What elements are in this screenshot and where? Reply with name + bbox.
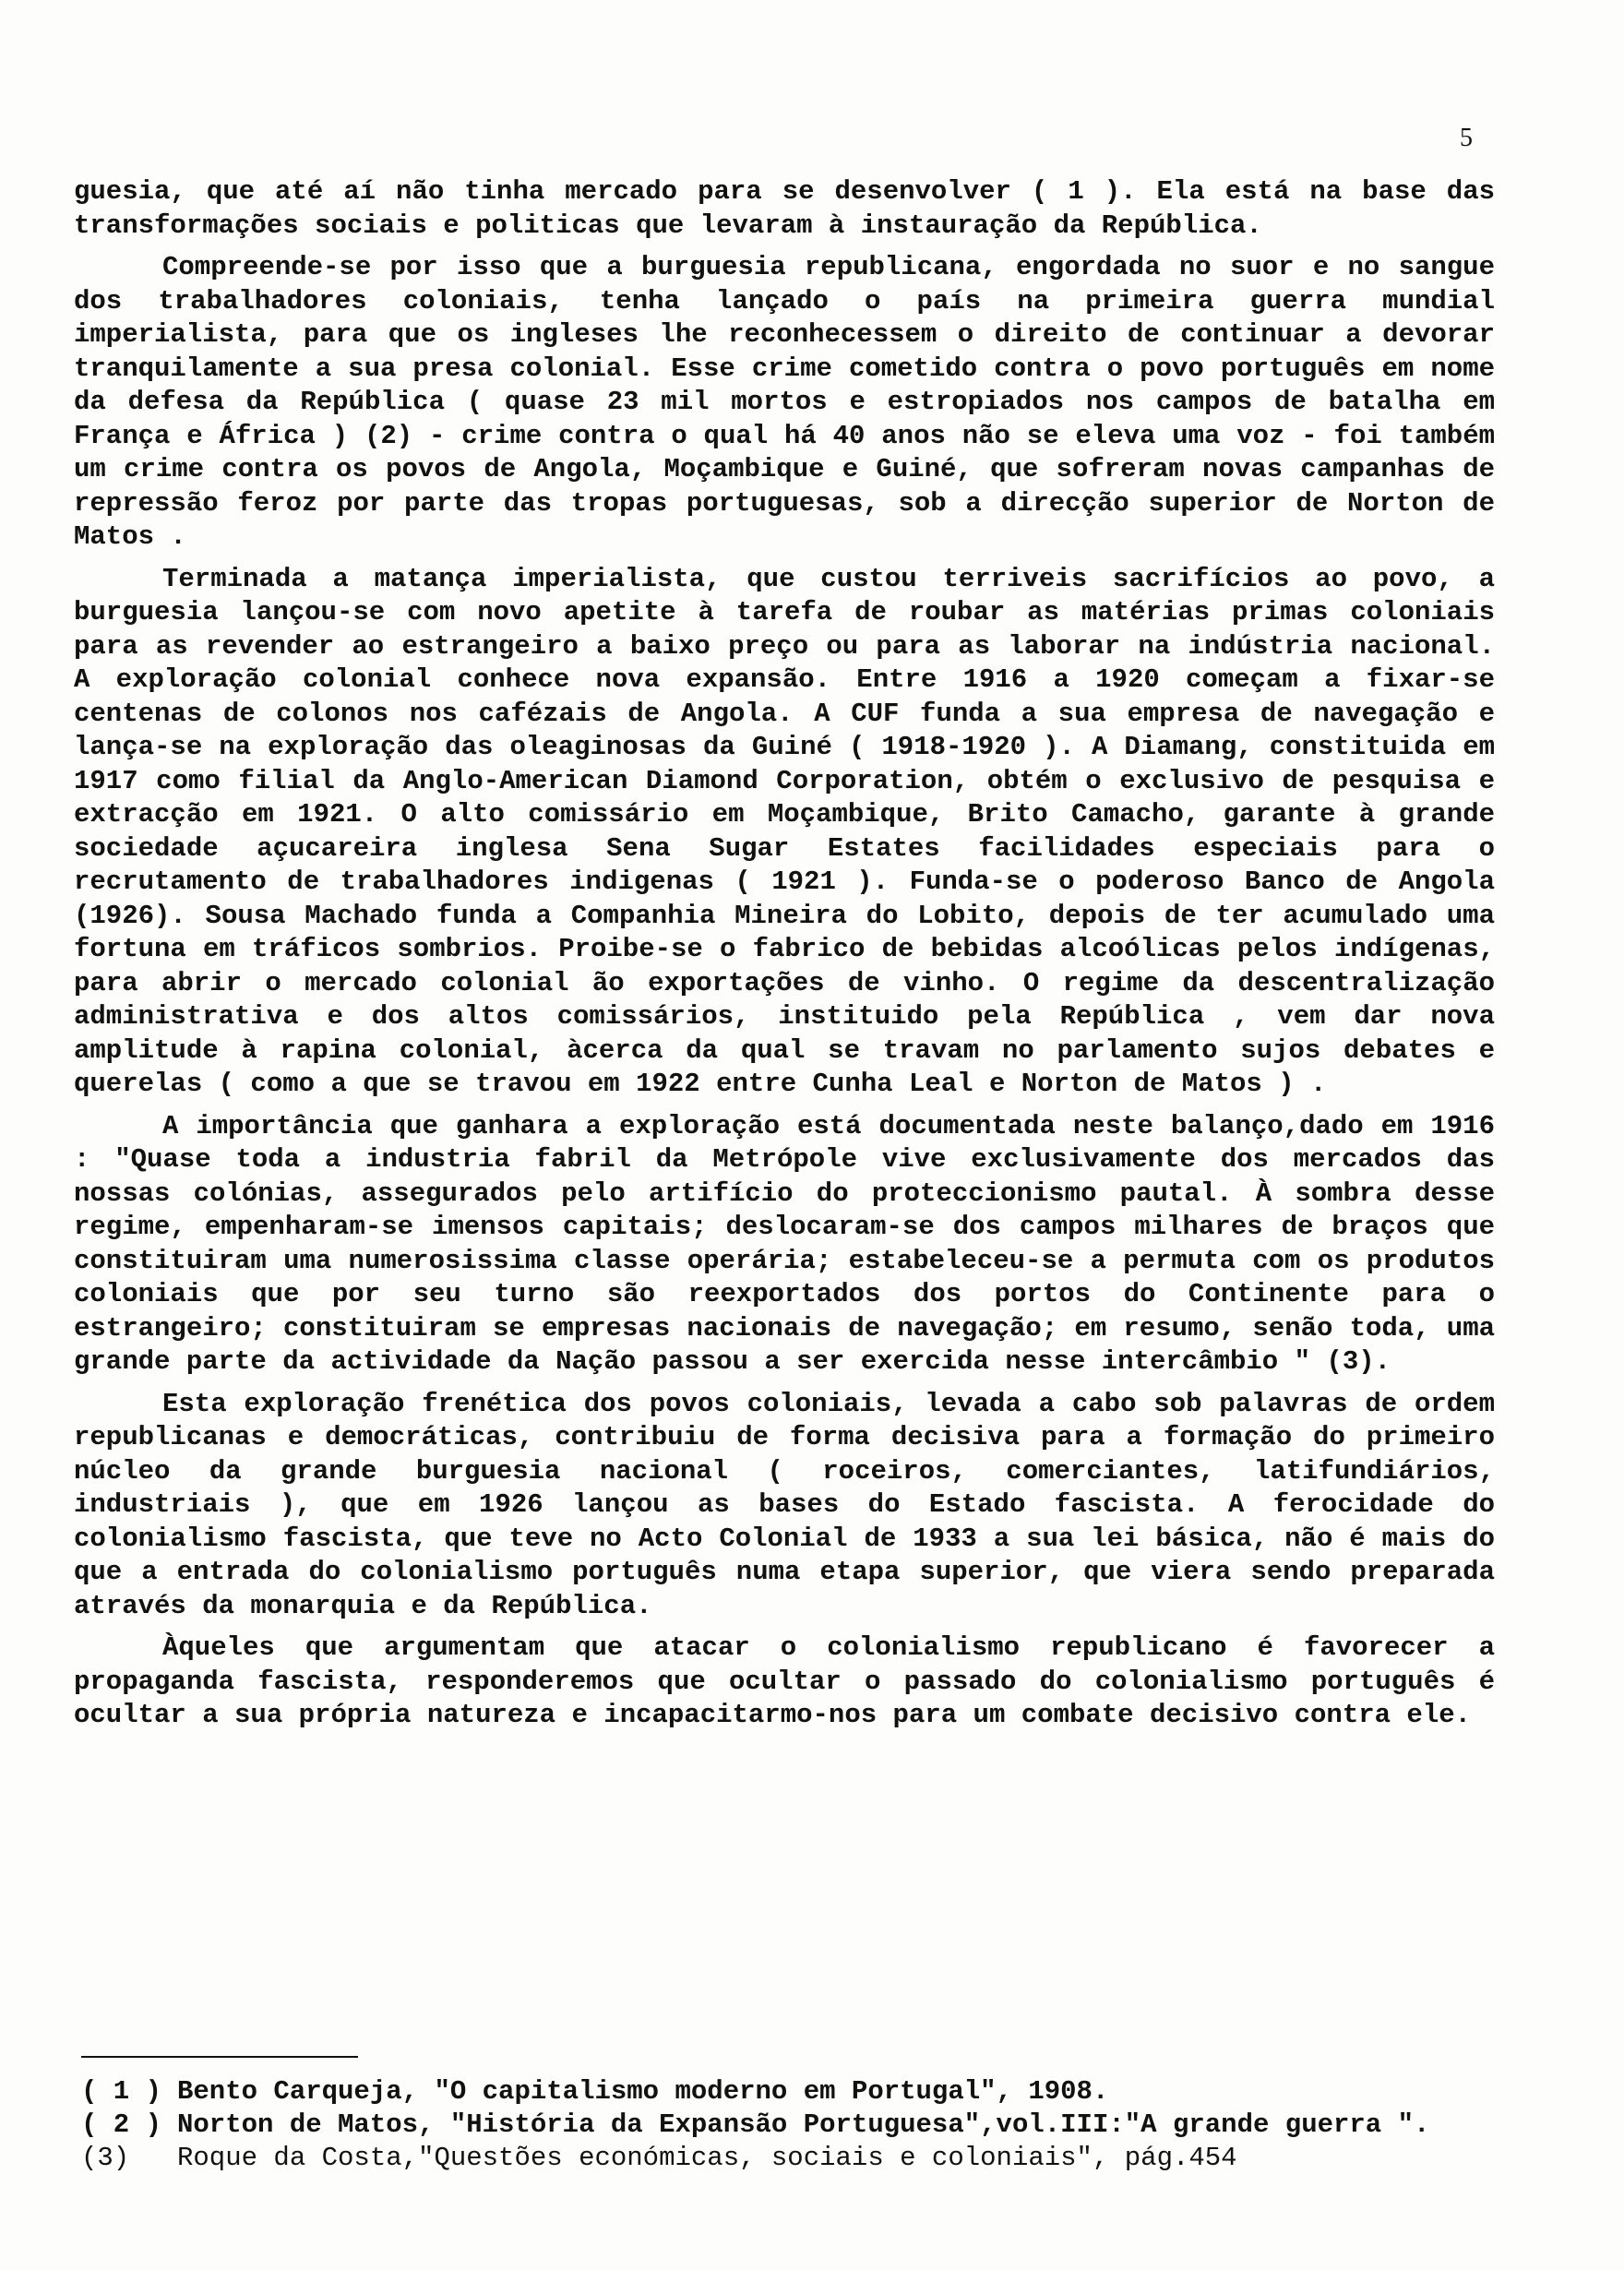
footnote	[81, 2109, 1484, 2141]
paragraph: Compreende-se por isso que a burguesia republicana, engordada no suor e no sangue dos trabalhadores coloniais, tenha lançado o país na primeira guerra mundial imperialista, para que os ingleses lhe reconhecessem o direito de continuar a devorar tranquilamente a sua presa colonial. Esse crime cometido contra o povo português em nome da defesa da República ( quase 23 mil mortos e estropiados nos campos de batalha em França e África ) (2) - crime contra o qual há 40 anos não se eleva uma voz - foi também um crime contra os povos de Angola, Moçambique e Guiné, que sofreram novas campanhas de repressão feroz por parte das tropas portuguesas, sob a direcção superior de Norton de Matos .	[74, 252, 1495, 552]
footnote-divider	[81, 2056, 358, 2058]
paragraph: Esta exploração frenética dos povos coloniais, levada a cabo sob palavras de ordem republicanas e democráticas, contribuiu de forma decisiva para a formação do primeiro núcleo da grande burguesia nacional ( roceiros, comerciantes, latifundiários, industriais ), que em 1926 lançou as bases do Estado fascista. A ferocidade do colonialismo fascista, que teve no Acto Colonial de 1933 a sua lei básica, não é mais do que a entrada do colonialismo português numa etapa superior, que viera sendo preparada através da monarquia e da República.	[74, 1388, 1495, 1621]
footnote	[81, 2143, 1484, 2174]
paragraph: Àqueles que argumentam que atacar o colonialismo republicano é favorecer a propaganda fascista, responderemos que ocultar o passado do colonialismo português é ocultar a sua própria natureza e incapacitarmo-nos para um combate decisivo contra ele.	[74, 1632, 1495, 1730]
paragraph: guesia, que até aí não tinha mercado para se desenvolver ( 1 ). Ela está na base das transformações sociais e politicas que levaram à instauração da República.	[74, 176, 1495, 241]
page-number: 5	[1460, 124, 1473, 152]
footnote-mark: ( 2 )	[81, 2109, 162, 2140]
footnote-mark: (3)	[81, 2143, 130, 2173]
footnote-text: Norton de Matos, "História da Expansão Portuguesa",vol.III:"A grande guerra ".	[177, 2109, 1430, 2140]
footnote-mark: ( 1 )	[81, 2076, 162, 2107]
body-text	[74, 175, 1495, 1741]
footnote-text: Roque da Costa,"Questões económicas, sociais e coloniais", pág.454	[177, 2143, 1237, 2173]
paragraph: A importância que ganhara a exploração está documentada neste balanço,dado em 1916 : "Quase toda a industria fabril da Metrópole vive exclusivamente dos mercados das nossas colónias, assegurados pelo artifício do proteccionismo pautal. À sombra desse regime, empenharam-se imensos capitais; deslocaram-se dos campos milhares de braços que constituiram uma numerosissima classe operária; estabeleceu-se a permuta com os produtos coloniais que por seu turno são reexportados dos portos do Continente para o estrangeiro; constituiram se empresas nacionais de navegação; em resumo, senão toda, uma grande parte da actividade da Nação passou a ser exercida nesse intercâmbio " (3).	[74, 1110, 1495, 1377]
footnotes	[81, 2076, 1484, 2176]
footnote	[81, 2076, 1484, 2108]
paragraph: Terminada a matança imperialista, que custou terriveis sacrifícios ao povo, a burguesia lançou-se com novo apetite à tarefa de roubar as matérias primas coloniais para as revender ao estrangeiro a baixo preço ou para as laborar na indústria nacional. A exploração colonial conhece nova expansão. Entre 1916 a 1920 começam a fixar-se centenas de colonos nos cafézais de Angola. A CUF funda a sua empresa de navegação e lança-se na exploração das oleaginosas da Guiné ( 1918-1920 ). A Diamang, constituida em 1917 como filial da Anglo-American Diamond Corporation, obtém o exclusivo de pesquisa e extracção em 1921. O alto comissário em Moçambique, Brito Camacho, garante à grande sociedade açucareira inglesa Sena Sugar Estates facilidades especiais para o recrutamento de trabalhadores indigenas ( 1921 ). Funda-se o poderoso Banco de Angola (1926). Sousa Machado funda a Companhia Mineira do Lobito, depois de ter acumulado uma fortuna em tráficos sombrios. Proibe-se o fabrico de bebidas alcoólicas pelos indígenas, para abrir o mercado colonial ão exportações de vinho. O regime da descentralização administrativa e dos altos comissários, instituido pela República , vem dar nova amplitude à rapina colonial, àcerca da qual se travam no parlamento sujos debates e querelas ( como a que se travou em 1922 entre Cunha Leal e Norton de Matos ) .	[74, 563, 1495, 1099]
footnote-text: Bento Carqueja, "O capitalismo moderno em Portugal", 1908.	[177, 2076, 1109, 2107]
